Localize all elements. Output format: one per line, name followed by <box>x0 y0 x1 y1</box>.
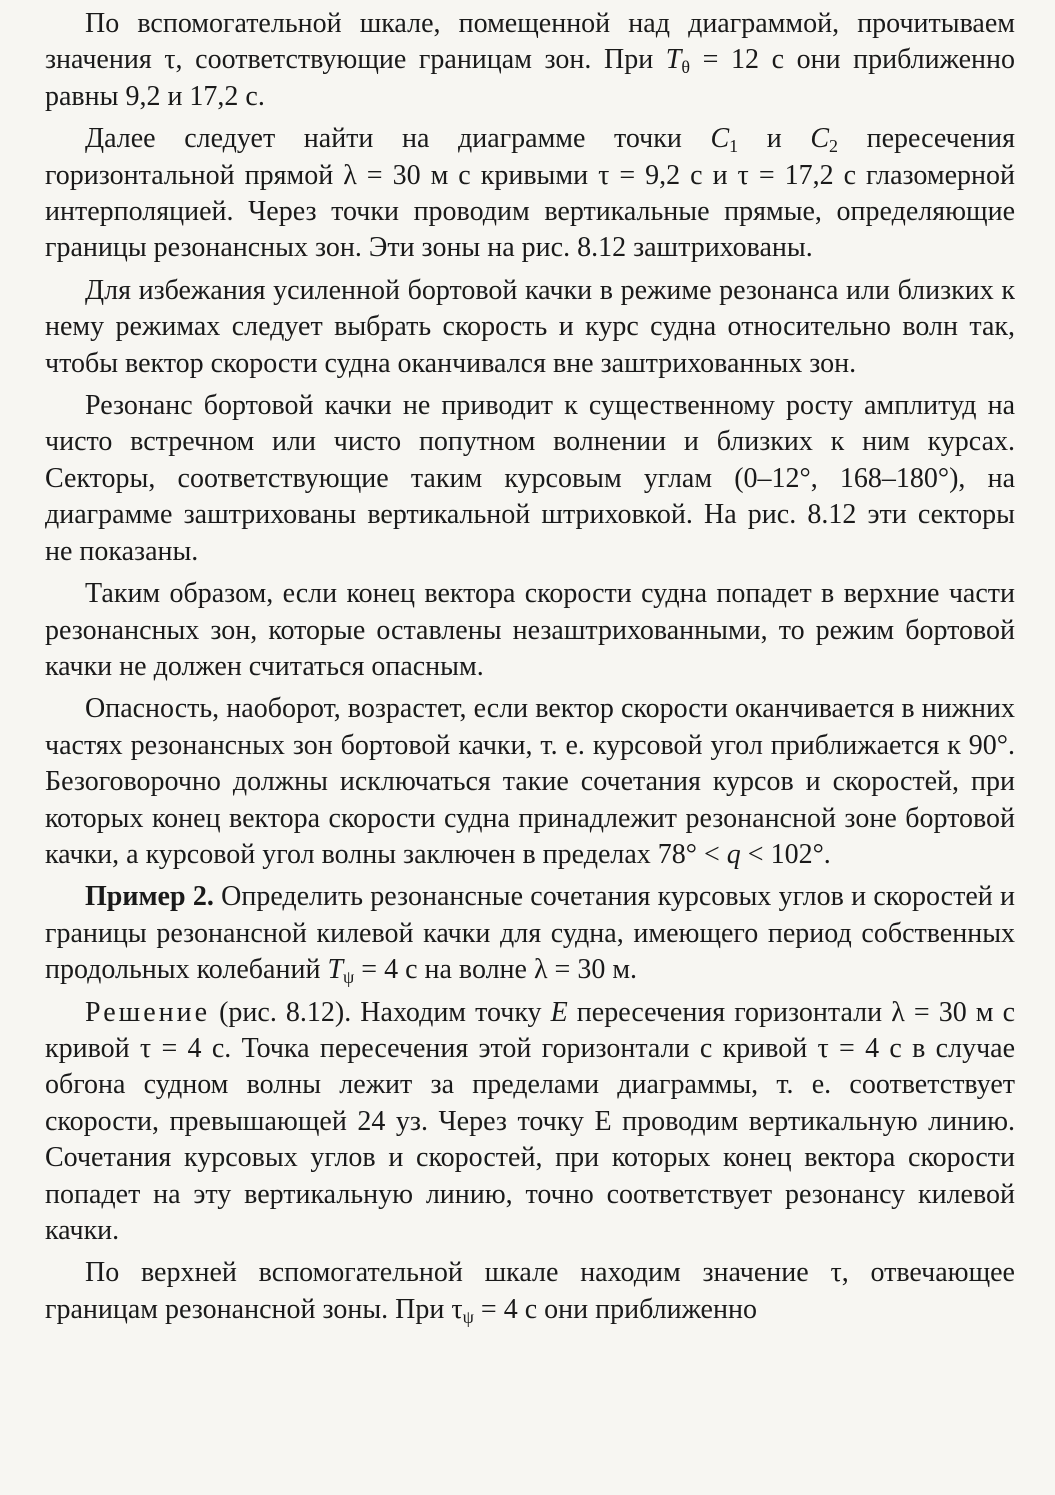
symbol-C2: C <box>810 123 829 155</box>
paragraph-9 <box>45 1255 1015 1328</box>
text: (рис. 8.12). Находим точку <box>210 996 551 1028</box>
text: По вспомогательной шкале, помещенной над диаграммой, прочитываем значения τ, соответствующие границам зон. При <box>45 8 1015 76</box>
paragraph-6 <box>45 691 1015 873</box>
text: Определить резонансные сочетания курсовых углов и скоростей и границы резонансной килевой качки для судна, имеющего период собственных продольных колебаний <box>45 881 1015 986</box>
symbol-E: E <box>550 996 568 1028</box>
paragraph-8 <box>45 995 1015 1250</box>
text: и <box>738 123 811 155</box>
text: По верхней вспомогательной шкале находим значение τ, отвечающее границам резонансной зоны. При τ <box>45 1257 1015 1325</box>
paragraph-7 <box>45 879 1015 988</box>
paragraph-2 <box>45 121 1015 267</box>
subscript: θ <box>681 57 690 78</box>
text: < 102°. <box>740 838 831 870</box>
text: пересечения горизонтальной прямой λ = 30 м с кривыми τ = 9,2 с и τ = 17,2 с глазомерной интерполяцией. Через точки проводим вертикальные прямые, определяющие границы резонансных зон. Эти зоны на рис. 8.12 заштрихованы. <box>45 123 1015 264</box>
text: Опасность, наоборот, возрастет, если вектор скорости оканчивается в нижних частях резонансных зон бортовой качки, т. е. курсовой угол приближается к 90°. Безоговорочно должны исключаться такие сочетания курсов и скоростей, при которых конец вектора скорости судна принадлежит резонансной зоне бортовой качки, а курсовой угол волны заключен в пределах 78° < <box>45 693 1015 870</box>
subscript: 2 <box>829 136 838 157</box>
paragraph-5: Таким образом, если конец вектора скорости судна попадет в верхние части резонансных зон, которые оставлены незаштрихованными, то режим бортовой качки не должен считаться опасным. <box>45 578 1015 682</box>
symbol-T: T <box>327 954 344 986</box>
subscript: 1 <box>729 136 739 157</box>
text: = 12 с они приближенно равны 9,2 и 17,2 с. <box>45 44 1015 112</box>
example-label: Пример 2. <box>85 881 214 913</box>
solution-label: Решение <box>85 996 211 1028</box>
subscript: ψ <box>462 1306 474 1327</box>
paragraph-1 <box>45 6 1015 115</box>
symbol-T: T <box>665 44 682 76</box>
paragraph-3: Для избежания усиленной бортовой качки в режиме резонанса или близких к нему режимах следует выбрать скорость и курс судна относительно волн так, чтобы вектор скорости судна оканчивался вне заштрихованных зон. <box>45 274 1015 379</box>
subscript: ψ <box>343 967 355 988</box>
text: пересечения горизонтали λ = 30 м с кривой τ = 4 с. Точка пересечения этой горизонтали с кривой τ = 4 с в случае обгона судном волны лежит за пределами диаграммы, т. е. соответствует скорости, превышающей 24 уз. Через точку Е проводим вертикальную линию. Сочетания курсовых углов и скоростей, при которых конец вектора скорости попадет на эту вертикальную линию, точно соответствует резонансу килевой качки. <box>45 996 1015 1246</box>
text: = 4 с на волне λ = 30 м. <box>354 954 638 986</box>
symbol-C1: C <box>710 123 730 155</box>
paragraph-4: Резонанс бортовой качки не приводит к существенному росту амплитуд на чисто встречном или чисто попутном волнении и близких к ним курсах. Секторы, соответствующие таким курсовым углам (0–12°, 168–180°), на диаграмме заштрихованы вертикальной штриховкой. На рис. 8.12 эти секторы не показаны. <box>45 390 1015 567</box>
text: Далее следует найти на диаграмме точки <box>85 123 711 155</box>
text: = 4 с они приближенно <box>473 1293 757 1325</box>
symbol-q: q <box>726 838 741 870</box>
